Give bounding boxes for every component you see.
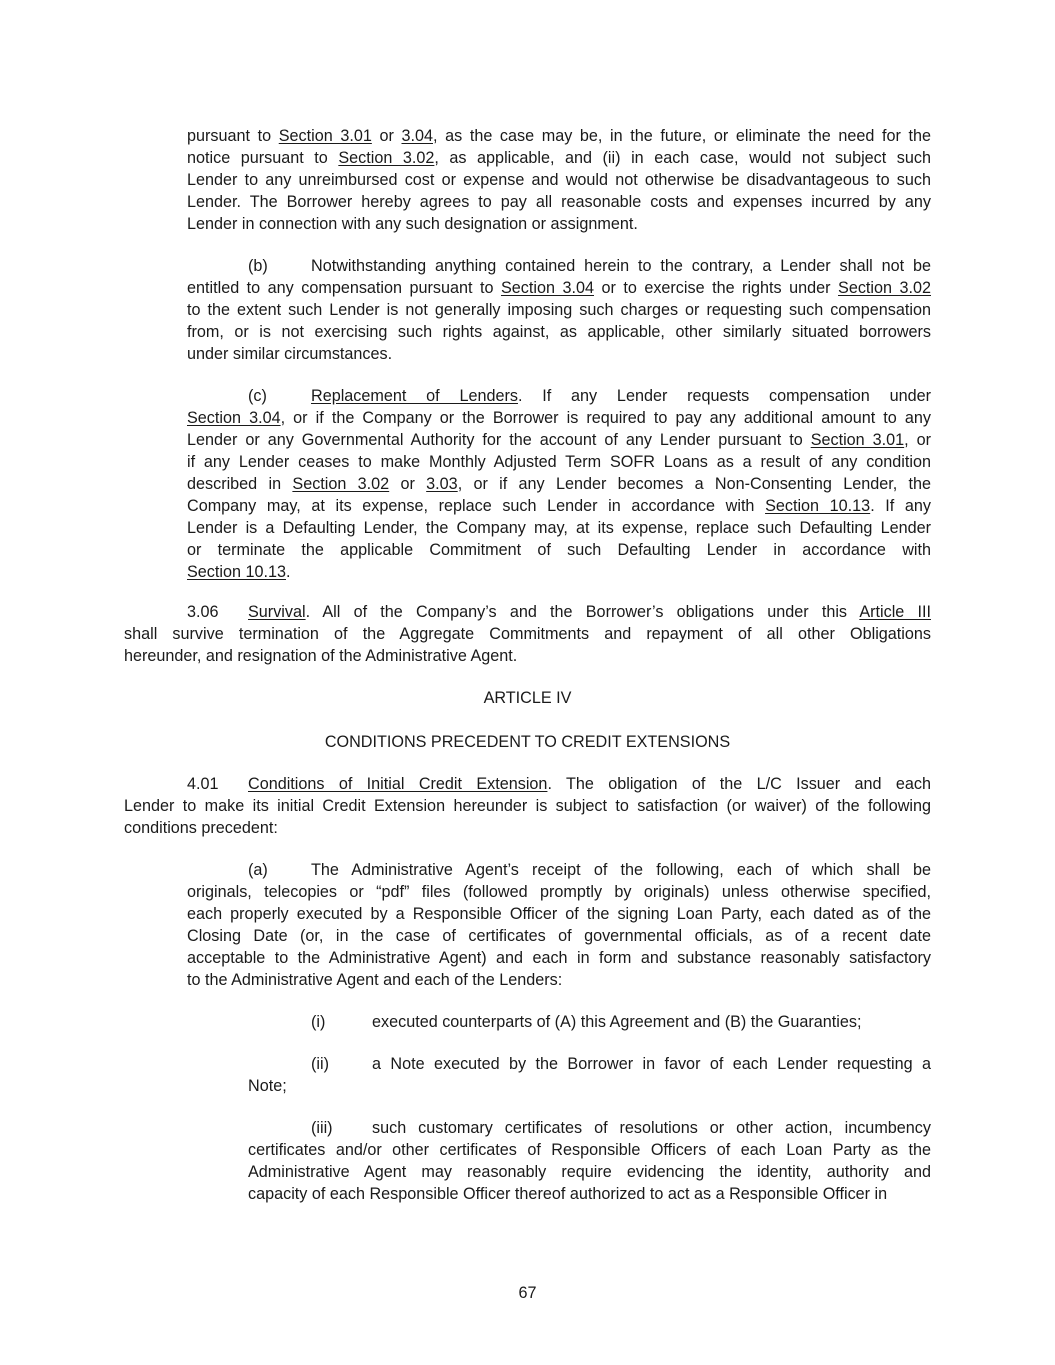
text-line: Closing Date (or, in the case of certificates of governmental officials, as of a recent date bbox=[187, 927, 931, 945]
paragraph-label: (i) bbox=[311, 1013, 326, 1031]
text-line: Lender is a Defaulting Lender, the Company may, at its expense, replace such Defaulting Lender bbox=[187, 519, 931, 537]
text-line: from, or is not exercising such rights against, as applicable, other similarly situated borrowers bbox=[187, 323, 931, 341]
paragraph-c-replacement-of-lenders bbox=[187, 385, 931, 583]
clause-ii bbox=[248, 1053, 931, 1097]
cross-reference: Section 3.04 bbox=[187, 409, 281, 427]
text-line: conditions precedent: bbox=[124, 819, 278, 837]
section-4-01-conditions bbox=[124, 773, 931, 839]
text-line: (i) executed counterparts of (A) this Agreement and (B) the Guaranties; bbox=[311, 1013, 862, 1031]
text-line: shall survive termination of the Aggregate Commitments and repayment of all other Obligations bbox=[124, 625, 931, 643]
text-line: each properly executed by a Responsible Officer of the signing Loan Party, each dated as of the bbox=[187, 905, 931, 923]
cross-reference: Article III bbox=[859, 603, 931, 621]
cross-reference: 3.04 bbox=[401, 127, 433, 145]
text-line: (c) Replacement of Lenders. If any Lender requests compensation under bbox=[248, 387, 931, 405]
text-line: to the extent such Lender is not generally imposing such charges or requesting such compensation bbox=[187, 301, 931, 319]
paragraph-b bbox=[187, 255, 931, 365]
text-line: Administrative Agent may reasonably require evidencing the identity, authority and bbox=[248, 1163, 931, 1181]
article-title: ARTICLE IV bbox=[483, 689, 572, 707]
paragraph-a bbox=[187, 859, 931, 991]
text-line: 3.06 Survival. All of the Company’s and the Borrower’s obligations under this Article III bbox=[187, 603, 931, 621]
text-line: capacity of each Responsible Officer thereof authorized to act as a Responsible Officer in bbox=[248, 1185, 888, 1203]
text-line: under similar circumstances. bbox=[187, 345, 393, 363]
paragraph-label: (b) bbox=[248, 257, 268, 275]
text-line: Lender or any Governmental Authority for the account of any Lender pursuant to Section 3.01, or bbox=[187, 431, 932, 449]
page-number: 67 bbox=[518, 1284, 537, 1302]
paragraph-label: 3.06 bbox=[187, 603, 219, 621]
text-line: Note; bbox=[248, 1077, 287, 1095]
text-line: Section 3.04, or if the Company or the Borrower is required to pay any additional amount to any bbox=[187, 409, 931, 427]
cross-reference: Section 3.02 bbox=[338, 149, 435, 167]
text-line: 4.01 Conditions of Initial Credit Extension. The obligation of the L/C Issuer and each bbox=[187, 775, 931, 793]
clause-i bbox=[248, 1011, 931, 1033]
text-line: certificates and/or other certificates of Responsible Officers of each Loan Party as the bbox=[248, 1141, 931, 1159]
cross-reference: Section 3.02 bbox=[292, 475, 390, 493]
paragraph-continuation bbox=[187, 125, 931, 235]
text-line: if any Lender ceases to make Monthly Adjusted Term SOFR Loans as a result of any condition bbox=[187, 453, 931, 471]
text-line: (iii) such customary certificates of resolutions or other action, incumbency bbox=[311, 1119, 931, 1137]
paragraph-label: (c) bbox=[248, 387, 267, 405]
text-line: Lender in connection with any such designation or assignment. bbox=[187, 215, 638, 233]
text-line: originals, telecopies or “pdf” files (followed promptly by originals) unless otherwise specified, bbox=[187, 883, 931, 901]
cross-reference: Survival bbox=[248, 603, 306, 621]
cross-reference: Replacement of Lenders bbox=[311, 387, 518, 405]
text-line: Section 10.13. bbox=[187, 563, 291, 581]
text-line: to the Administrative Agent and each of the Lenders: bbox=[187, 971, 563, 989]
cross-reference: 3.03 bbox=[426, 475, 458, 493]
cross-reference: Section 3.02 bbox=[838, 279, 931, 297]
text-line: Lender to any unreimbursed cost or expense and would not otherwise be disadvantageous to such bbox=[187, 171, 931, 189]
text-line: (b) Notwithstanding anything contained herein to the contrary, a Lender shall not be bbox=[248, 257, 931, 275]
article-subtitle: CONDITIONS PRECEDENT TO CREDIT EXTENSIONS bbox=[324, 733, 731, 751]
text-line: described in Section 3.02 or 3.03, or if any Lender becomes a Non-Consenting Lender, the bbox=[187, 475, 931, 493]
clause-iii bbox=[248, 1117, 931, 1205]
cross-reference: Section 10.13 bbox=[765, 497, 871, 515]
text-line: (a) The Administrative Agent’s receipt of the following, each of which shall be bbox=[248, 861, 931, 879]
paragraph-label: 4.01 bbox=[187, 775, 219, 793]
paragraph-label: (ii) bbox=[311, 1055, 329, 1073]
section-3-06-survival bbox=[124, 601, 931, 667]
text-line: Lender. The Borrower hereby agrees to pay all reasonable costs and expenses incurred by any bbox=[187, 193, 931, 211]
cross-reference: Section 10.13 bbox=[187, 563, 286, 581]
text-line: pursuant to Section 3.01 or 3.04, as the case may be, in the future, or eliminate the need for the bbox=[187, 127, 932, 145]
text-line: or terminate the applicable Commitment of such Defaulting Lender in accordance with bbox=[187, 541, 931, 559]
cross-reference: Conditions of Initial Credit Extension bbox=[248, 775, 548, 793]
text-line: hereunder, and resignation of the Administrative Agent. bbox=[124, 647, 518, 665]
paragraph-label: (iii) bbox=[311, 1119, 333, 1137]
text-line: Company may, at its expense, replace such Lender in accordance with Section 10.13. If any bbox=[187, 497, 932, 515]
text-line: entitled to any compensation pursuant to Section 3.04 or to exercise the rights under Section 3.02 bbox=[187, 279, 931, 297]
text-line: notice pursuant to Section 3.02, as applicable, and (ii) in each case, would not subject such bbox=[187, 149, 931, 167]
paragraph-label: (a) bbox=[248, 861, 268, 879]
text-line: acceptable to the Administrative Agent) and each in form and substance reasonably satisfactory bbox=[187, 949, 931, 967]
cross-reference: Section 3.01 bbox=[278, 127, 372, 145]
cross-reference: Section 3.01 bbox=[810, 431, 905, 449]
text-line: (ii) a Note executed by the Borrower in favor of each Lender requesting a bbox=[311, 1055, 931, 1073]
cross-reference: Section 3.04 bbox=[500, 279, 594, 297]
text-line: Lender to make its initial Credit Extension hereunder is subject to satisfaction (or waiver) of the following bbox=[124, 797, 931, 815]
